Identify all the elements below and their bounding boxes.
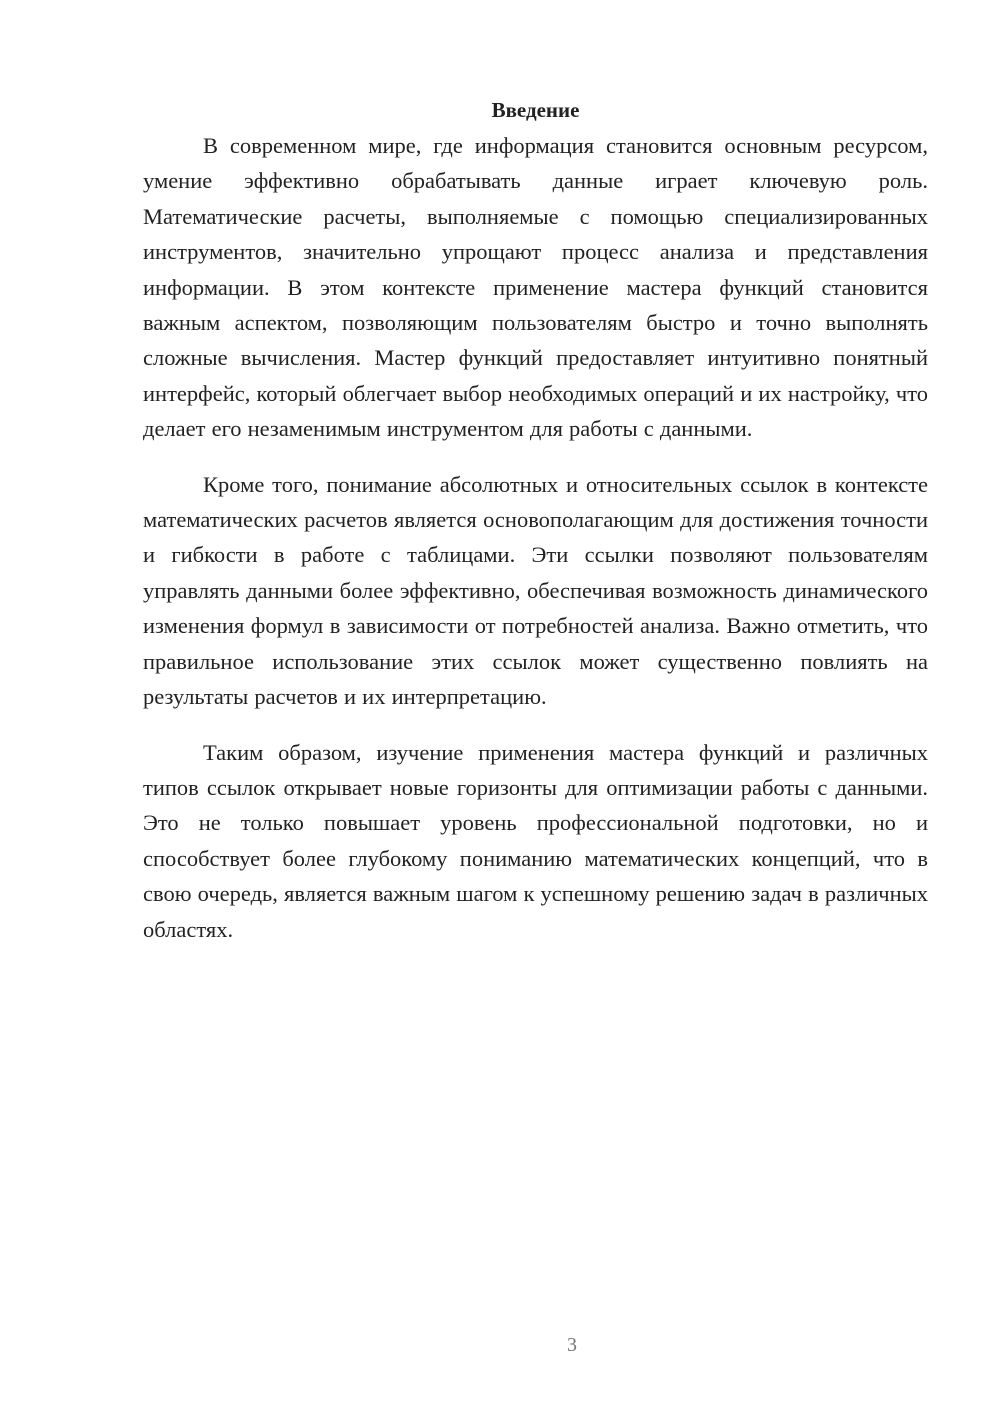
page-content: [143, 92, 928, 967]
paragraph-2: Кроме того, понимание абсолютных и относительных ссылок в контексте математических расчетов является основополагающим для достижения точности и гибкости в работе с таблицами. Эти ссылки позволяют пользователям управлять данными более эффективно, обеспечивая возможность динамического изменения формул в зависимости от потребностей анализа. Важно отметить, что правильное использование этих ссылок может существенно повлиять на результаты расчетов и их интерпретацию.: [143, 471, 928, 710]
paragraph-1: В современном мире, где информация становится основным ресурсом, умение эффективно обрабатывать данные играет ключевую роль. Математические расчеты, выполняемые с помощью специализированных инструментов, значительно упрощают процесс анализа и представления информации. В этом контексте применение мастера функций становится важным аспектом, позволяющим пользователям быстро и точно выполнять сложные вычисления. Мастер функций предоставляет интуитивно понятный интерфейс, который облегчает выбор необходимых операций и их настройку, что делает его незаменимым инструментом для работы с данными.: [143, 133, 928, 442]
page-number: 3: [567, 1334, 577, 1356]
section-title: Введение: [491, 98, 580, 122]
paragraph-3: Таким образом, изучение применения мастера функций и различных типов ссылок открывает новые горизонты для оптимизации работы с данными. Это не только повышает уровень профессиональной подготовки, но и способствует более глубокому пониманию математических концепций, что в свою очередь, является важным шагом к успешному решению задач в различных областях.: [143, 739, 928, 942]
